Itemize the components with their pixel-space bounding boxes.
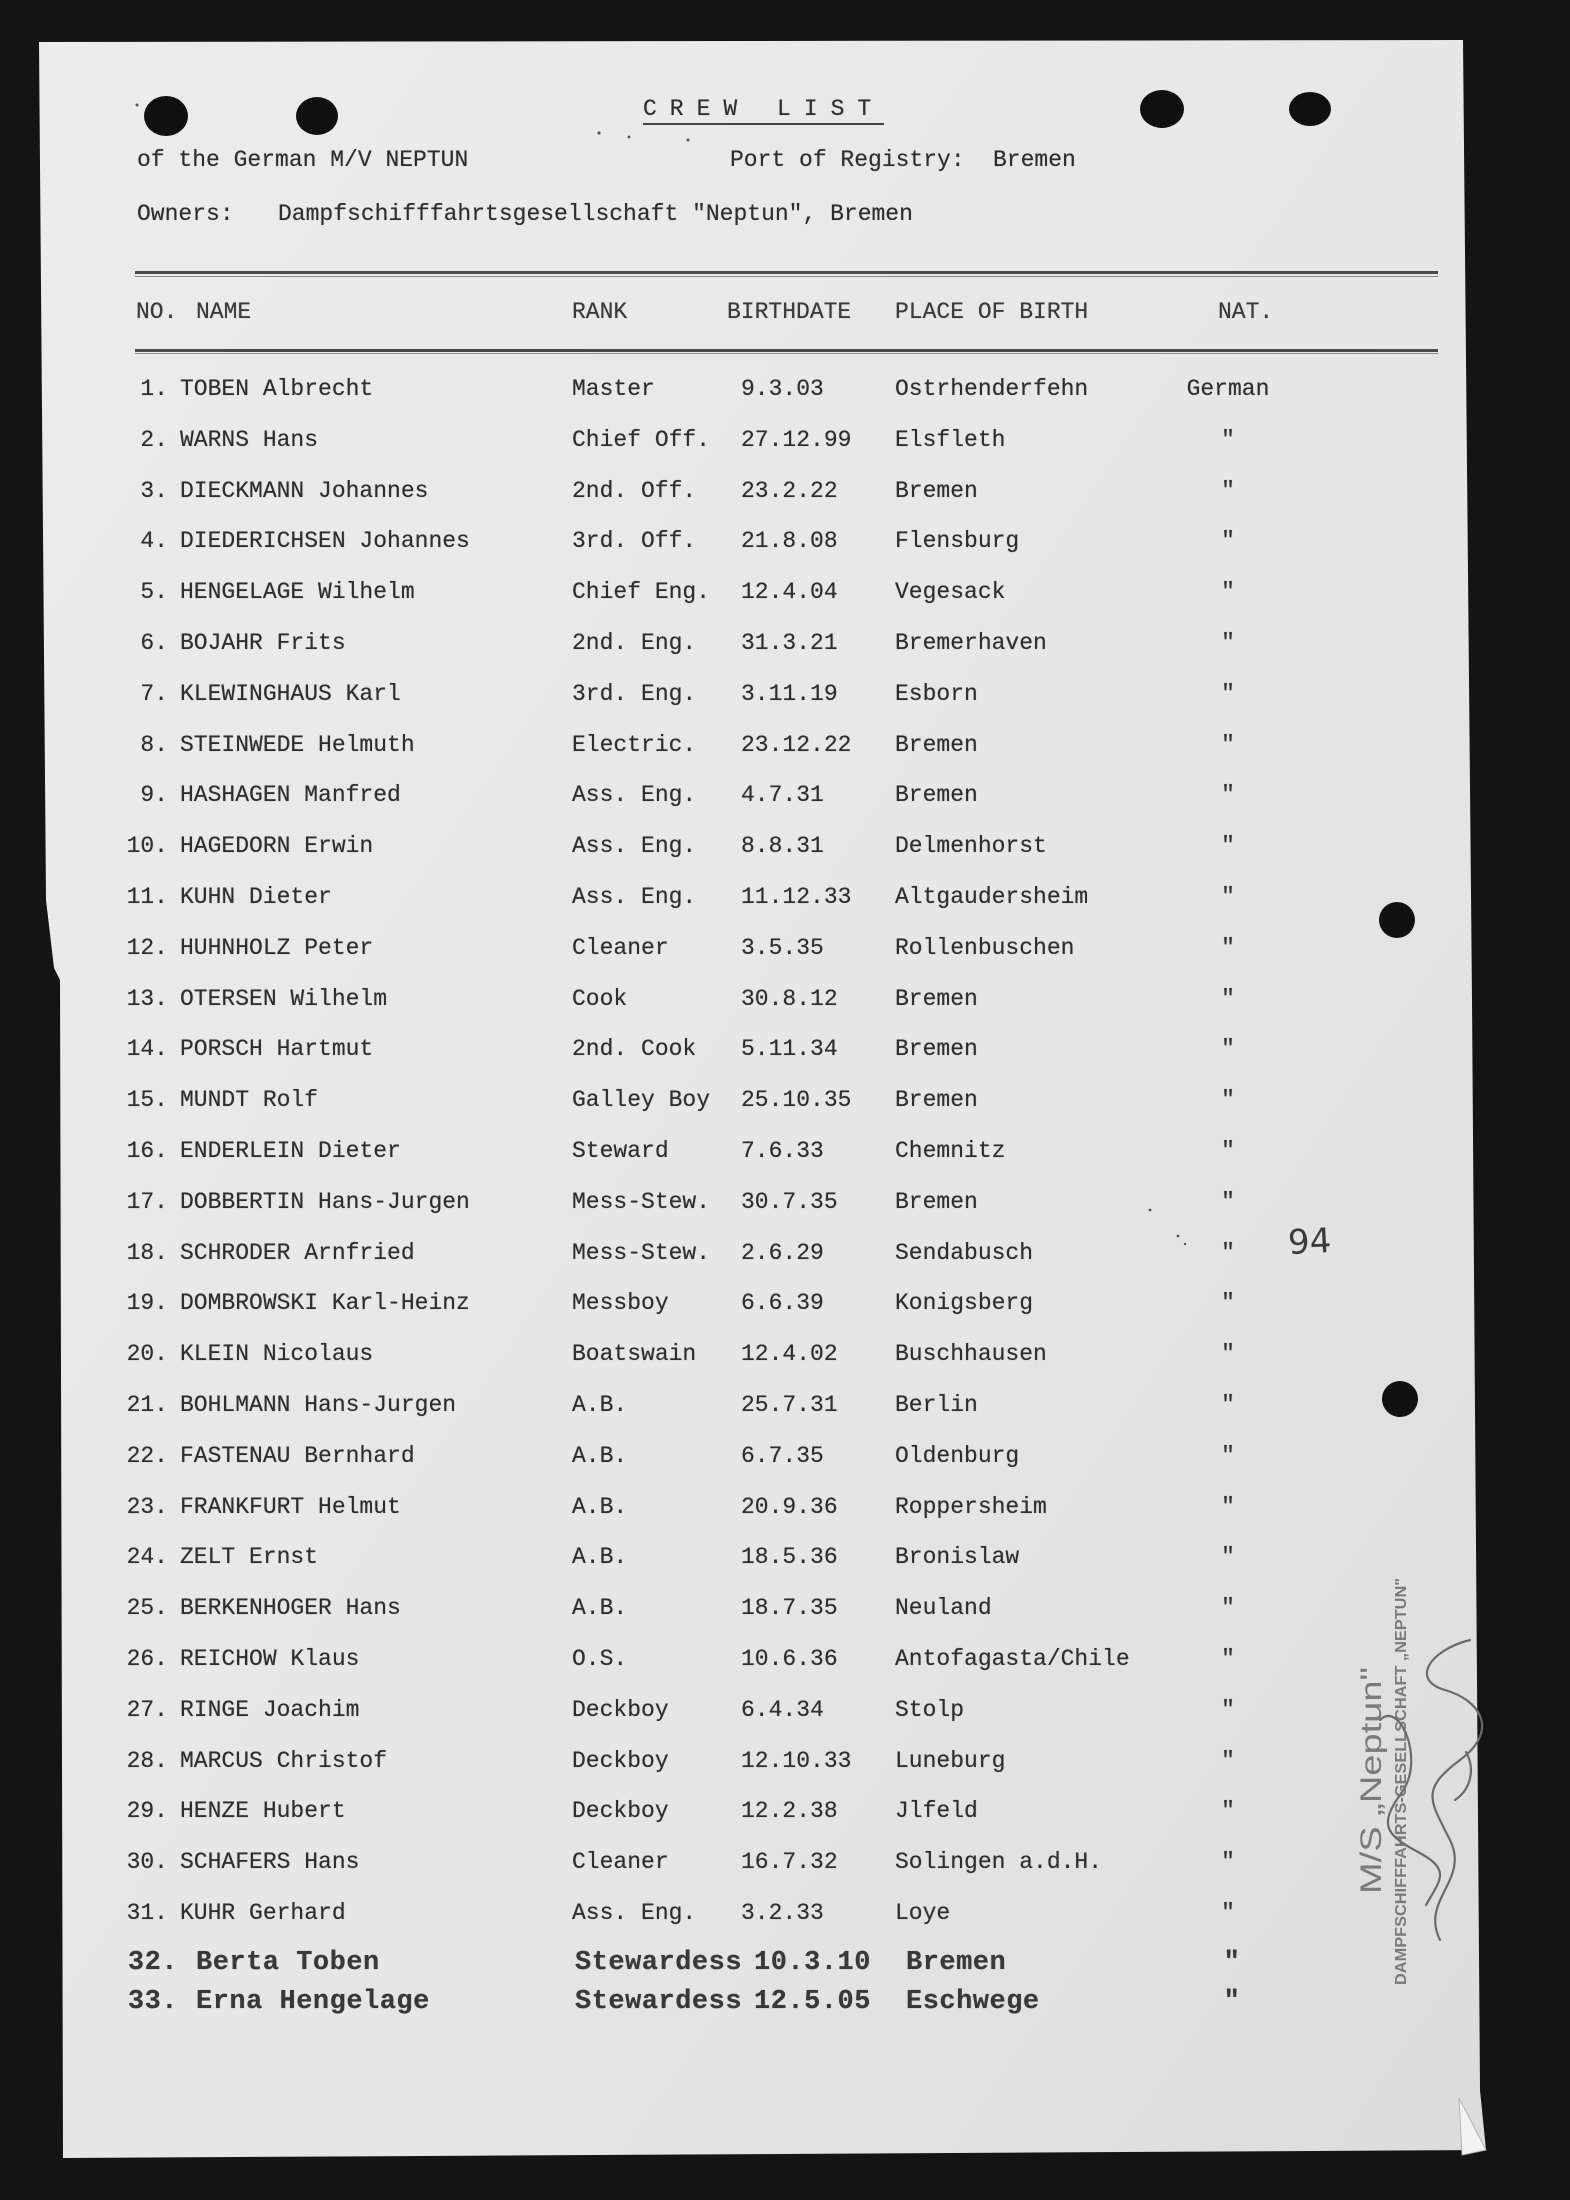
crew-number: 6. (140, 630, 168, 656)
crew-name: Berta Toben (196, 1948, 380, 1978)
crew-place-of-birth: Bremen (906, 1948, 1007, 1978)
crew-row (0, 1390, 1570, 1420)
crew-rank: Ass. Eng. (572, 1900, 697, 1926)
crew-birthdate: 7.6.33 (741, 1138, 824, 1164)
crew-name: MUNDT Rolf (180, 1087, 319, 1114)
crew-birthdate: 23.2.22 (741, 477, 838, 504)
crew-row (0, 780, 1570, 810)
crew-name: FRANKFURT Helmut (180, 1493, 401, 1520)
crew-nationality: " (1221, 985, 1235, 1012)
crew-name: KUHN Dieter (180, 884, 332, 910)
crew-rank: Ass. Eng. (572, 782, 697, 809)
crew-place-of-birth: Vegesack (895, 579, 1006, 606)
crew-number: 17. (126, 1188, 168, 1215)
crew-nationality: " (1223, 1987, 1241, 2017)
crew-number: 14. (126, 1036, 168, 1063)
crew-rank: Master (572, 376, 655, 402)
column-header-birthdate: BIRTHDATE (727, 299, 852, 325)
crew-number: 9. (140, 782, 168, 809)
crew-row (0, 1746, 1570, 1776)
port-of-registry-value: Bremen (993, 147, 1076, 173)
crew-number: 22. (126, 1442, 168, 1469)
crew-birthdate: 9.3.03 (741, 376, 824, 402)
crew-place-of-birth: Bremerhaven (895, 630, 1047, 656)
crew-nationality: " (1221, 1544, 1235, 1571)
crew-birthdate: 6.4.34 (741, 1696, 824, 1723)
crew-birthdate: 6.7.35 (741, 1442, 824, 1469)
crew-place-of-birth: Bremen (895, 1087, 978, 1114)
crew-place-of-birth: Elsfleth (895, 426, 1006, 453)
crew-name: DIECKMANN Johannes (180, 477, 429, 504)
crew-name: STEINWEDE Helmuth (180, 731, 415, 758)
crew-place-of-birth: Antofagasta/Chile (895, 1646, 1130, 1672)
crew-row (0, 1796, 1570, 1826)
crew-nationality: " (1223, 1948, 1241, 1978)
crew-place-of-birth: Solingen a.d.H. (895, 1849, 1103, 1876)
crew-birthdate: 3.2.33 (741, 1900, 824, 1926)
crew-nationality: " (1221, 1392, 1235, 1418)
crew-rank: Cleaner (572, 934, 669, 961)
crew-rank: A.B. (572, 1392, 628, 1418)
crew-number: 32. (127, 1948, 178, 1978)
crew-row (0, 1593, 1570, 1623)
crew-name: WARNS Hans (180, 426, 319, 453)
crew-rank: Steward (572, 1138, 669, 1164)
crew-rank: A.B. (572, 1544, 628, 1571)
crew-nationality: " (1221, 1036, 1235, 1063)
crew-birthdate: 31.3.21 (741, 630, 838, 656)
crew-rank: A.B. (572, 1595, 628, 1622)
crew-birthdate: 21.8.08 (741, 528, 838, 555)
crew-rank: Galley Boy (572, 1087, 711, 1114)
crew-rank: Ass. Eng. (572, 884, 697, 910)
column-header-nationality: NAT. (1218, 299, 1274, 325)
crew-name: BOHLMANN Hans-Jurgen (180, 1392, 457, 1418)
crew-birthdate: 12.10.33 (741, 1747, 852, 1774)
crew-place-of-birth: Jlfeld (895, 1798, 978, 1825)
crew-name: OTERSEN Wilhelm (180, 985, 388, 1012)
crew-number: 15. (126, 1087, 168, 1114)
crew-nationality: " (1221, 426, 1235, 453)
crew-rank: Messboy (572, 1290, 669, 1317)
crew-name: DIEDERICHSEN Johannes (180, 528, 470, 555)
crew-birthdate: 12.5.05 (754, 1987, 871, 2017)
crew-place-of-birth: Delmenhorst (895, 833, 1047, 860)
crew-rank: Ass. Eng. (572, 833, 697, 860)
punch-hole (296, 97, 338, 135)
crew-number: 29. (126, 1798, 168, 1825)
crew-birthdate: 18.5.36 (741, 1544, 838, 1571)
crew-number: 1. (140, 376, 168, 402)
crew-name: HAGEDORN Erwin (180, 833, 374, 860)
crew-name: ZELT Ernst (180, 1544, 319, 1571)
crew-number: 2. (140, 426, 168, 453)
crew-number: 5. (140, 579, 168, 606)
crew-number: 28. (126, 1747, 168, 1774)
punch-hole (144, 96, 188, 136)
owners-label: Owners: (137, 201, 234, 227)
crew-rank: 2nd. Off. (572, 477, 697, 504)
crew-nationality: " (1221, 1442, 1235, 1469)
crew-rank: Mess-Stew. (572, 1239, 711, 1266)
crew-rank: Boatswain (572, 1341, 697, 1368)
crew-name: BERKENHOGER Hans (180, 1595, 401, 1622)
crew-place-of-birth: Bremen (895, 782, 978, 809)
crew-number: 12. (126, 934, 168, 961)
crew-number: 18. (126, 1239, 168, 1266)
crew-nationality: " (1221, 1849, 1235, 1876)
crew-name: REICHOW Klaus (180, 1646, 360, 1672)
crew-number: 13. (126, 985, 168, 1012)
crew-row (0, 1542, 1570, 1572)
crew-row (0, 933, 1570, 963)
crew-row (0, 628, 1570, 658)
crew-row (0, 1187, 1570, 1217)
crew-name: DOMBROWSKI Karl-Heinz (180, 1290, 470, 1317)
crew-number: 25. (126, 1595, 168, 1622)
crew-number: 33. (127, 1987, 178, 2017)
crew-place-of-birth: Chemnitz (895, 1138, 1006, 1164)
crew-number: 19. (126, 1290, 168, 1317)
crew-number: 30. (126, 1849, 168, 1876)
document-title: CREW LIST (643, 95, 884, 125)
port-of-registry-label: Port of Registry: (730, 147, 965, 173)
crew-rank: Stewardess (575, 1987, 743, 2017)
crew-rank: 3rd. Eng. (572, 680, 697, 707)
crew-place-of-birth: Bronislaw (895, 1544, 1020, 1571)
crew-number: 31. (126, 1900, 168, 1926)
handwritten-page-number: 94 (1286, 1220, 1333, 1264)
crew-rank: A.B. (572, 1493, 628, 1520)
crew-rank: Chief Off. (572, 426, 711, 453)
crew-birthdate: 18.7.35 (741, 1595, 838, 1622)
crew-name: FASTENAU Bernhard (180, 1442, 415, 1469)
crew-number: 10. (126, 833, 168, 860)
crew-row (0, 425, 1570, 455)
crew-row (0, 476, 1570, 506)
punch-hole (1140, 90, 1184, 128)
crew-place-of-birth: Berlin (895, 1392, 978, 1418)
crew-place-of-birth: Rollenbuschen (895, 934, 1075, 961)
crew-rank: 2nd. Cook (572, 1036, 697, 1063)
crew-birthdate: 30.7.35 (741, 1188, 838, 1215)
crew-name: TOBEN Albrecht (180, 376, 374, 402)
crew-row (0, 882, 1570, 912)
crew-nationality: " (1221, 1595, 1235, 1622)
crew-nationality: " (1221, 1341, 1235, 1368)
crew-row (0, 1644, 1570, 1674)
crew-number: 27. (126, 1696, 168, 1723)
crew-name: KUHR Gerhard (180, 1900, 346, 1926)
crew-place-of-birth: Esborn (895, 680, 978, 707)
crew-number: 4. (140, 528, 168, 555)
crew-number: 7. (140, 680, 168, 707)
crew-name: HUHNHOLZ Peter (180, 934, 374, 961)
column-header-rank: RANK (572, 299, 628, 325)
crew-row (0, 1085, 1570, 1115)
crew-nationality: " (1221, 528, 1235, 555)
crew-row (0, 1898, 1570, 1928)
crew-rank: 3rd. Off. (572, 528, 697, 555)
crew-rank: Deckboy (572, 1696, 669, 1723)
crew-birthdate: 12.4.02 (741, 1341, 838, 1368)
crew-birthdate: 8.8.31 (741, 833, 824, 860)
crew-number: 11. (126, 884, 168, 910)
crew-row (0, 1441, 1570, 1471)
crew-place-of-birth: Bremen (895, 731, 978, 758)
crew-birthdate: 25.7.31 (741, 1392, 838, 1418)
crew-place-of-birth: Stolp (895, 1696, 965, 1723)
crew-rank: Deckboy (572, 1798, 669, 1825)
crew-number: 26. (126, 1646, 168, 1672)
stamp-vessel-text: M/S „Neptun" (1355, 1714, 1388, 1894)
crew-row (0, 1339, 1570, 1369)
crew-row (0, 1695, 1570, 1725)
crew-place-of-birth: Altgaudersheim (895, 884, 1089, 910)
crew-birthdate: 30.8.12 (741, 985, 838, 1012)
crew-nationality: " (1221, 1493, 1235, 1520)
crew-row (0, 1288, 1570, 1318)
crew-name: DOBBERTIN Hans-Jurgen (180, 1188, 470, 1215)
crew-birthdate: 27.12.99 (741, 426, 852, 453)
crew-row (0, 831, 1570, 861)
crew-nationality: " (1221, 833, 1235, 860)
crew-name: SCHRODER Arnfried (180, 1239, 415, 1266)
crew-row (0, 1985, 1570, 2019)
crew-row (0, 1946, 1570, 1980)
crew-place-of-birth: Ostrhenderfehn (895, 376, 1089, 402)
crew-birthdate: 25.10.35 (741, 1087, 852, 1114)
punch-hole (1289, 92, 1331, 126)
crew-rank: Deckboy (572, 1747, 669, 1774)
crew-nationality: " (1221, 579, 1235, 606)
crew-place-of-birth: Flensburg (895, 528, 1020, 555)
crew-row (0, 374, 1570, 404)
crew-nationality: " (1221, 934, 1235, 961)
crew-place-of-birth: Oldenburg (895, 1442, 1020, 1469)
crew-birthdate: 12.2.38 (741, 1798, 838, 1825)
crew-number: 3. (140, 477, 168, 504)
crew-birthdate: 23.12.22 (741, 731, 852, 758)
crew-rank: Cleaner (572, 1849, 669, 1876)
crew-place-of-birth: Bremen (895, 477, 978, 504)
crew-birthdate: 4.7.31 (741, 782, 824, 809)
crew-rank: Cook (572, 985, 628, 1012)
crew-birthdate: 10.6.36 (741, 1646, 838, 1672)
column-header-name: NAME (196, 299, 252, 325)
stamp-company-text: DAMPFSCHIFFFAHRTS-GESELLSCHAFT „NEPTUN" (1393, 1586, 1410, 1985)
crew-birthdate: 10.3.10 (754, 1948, 871, 1978)
crew-row (0, 1492, 1570, 1522)
crew-birthdate: 5.11.34 (741, 1036, 838, 1063)
crew-name: RINGE Joachim (180, 1696, 360, 1723)
crew-nationality: " (1221, 1087, 1235, 1114)
crew-row (0, 1034, 1570, 1064)
crew-row (0, 1238, 1570, 1268)
crew-name: ENDERLEIN Dieter (180, 1138, 401, 1164)
crew-rank: A.B. (572, 1442, 628, 1469)
crew-row (0, 526, 1570, 556)
crew-place-of-birth: Bremen (895, 1036, 978, 1063)
crew-nationality: " (1221, 731, 1235, 758)
column-header-place-of-birth: PLACE OF BIRTH (895, 299, 1089, 325)
crew-nationality: German (1186, 376, 1270, 402)
crew-name: KLEIN Nicolaus (180, 1341, 374, 1368)
header-rule (135, 271, 1438, 277)
crew-birthdate: 3.11.19 (741, 680, 838, 707)
crew-place-of-birth: Sendabusch (895, 1239, 1034, 1266)
crew-number: 16. (126, 1138, 168, 1164)
crew-birthdate: 20.9.36 (741, 1493, 838, 1520)
crew-birthdate: 3.5.35 (741, 934, 824, 961)
crew-nationality: " (1221, 1646, 1235, 1672)
crew-birthdate: 11.12.33 (741, 884, 852, 910)
crew-place-of-birth: Eschwege (906, 1987, 1040, 2017)
crew-nationality: " (1221, 630, 1235, 656)
crew-nationality: " (1221, 1747, 1235, 1774)
crew-number: 20. (126, 1341, 168, 1368)
crew-rank: Stewardess (575, 1948, 743, 1978)
crew-nationality: " (1221, 1290, 1235, 1317)
crew-name: KLEWINGHAUS Karl (180, 680, 401, 707)
crew-place-of-birth: Neuland (895, 1595, 992, 1622)
crew-number: 8. (140, 731, 168, 758)
crew-row (0, 730, 1570, 760)
crew-nationality: " (1221, 1239, 1235, 1266)
crew-nationality: " (1221, 884, 1235, 910)
crew-place-of-birth: Roppersheim (895, 1493, 1047, 1520)
crew-name: MARCUS Christof (180, 1747, 388, 1774)
crew-number: 21. (126, 1392, 168, 1418)
crew-rank: 2nd. Eng. (572, 630, 697, 656)
crew-nationality: " (1221, 1138, 1235, 1164)
column-header-rule (135, 349, 1438, 354)
crew-birthdate: 2.6.29 (741, 1239, 824, 1266)
crew-nationality: " (1221, 782, 1235, 809)
vessel-line: of the German M/V NEPTUN (137, 147, 469, 173)
crew-name: HENZE Hubert (180, 1798, 346, 1825)
crew-nationality: " (1221, 1900, 1235, 1926)
crew-place-of-birth: Loye (895, 1900, 951, 1926)
crew-place-of-birth: Bremen (895, 1188, 978, 1215)
crew-birthdate: 12.4.04 (741, 579, 838, 606)
crew-nationality: " (1221, 680, 1235, 707)
crew-nationality: " (1221, 1696, 1235, 1723)
crew-name: BOJAHR Frits (180, 630, 346, 656)
crew-rank: Chief Eng. (572, 579, 711, 606)
crew-birthdate: 6.6.39 (741, 1290, 824, 1317)
crew-name: SCHAFERS Hans (180, 1849, 360, 1876)
crew-row (0, 984, 1570, 1014)
crew-row (0, 577, 1570, 607)
crew-nationality: " (1221, 1798, 1235, 1825)
crew-row (0, 679, 1570, 709)
crew-name: PORSCH Hartmut (180, 1036, 374, 1063)
crew-rank: Mess-Stew. (572, 1188, 711, 1215)
crew-nationality: " (1221, 1188, 1235, 1215)
crew-row (0, 1847, 1570, 1877)
column-header-no: NO. (136, 299, 178, 325)
crew-rank: Electric. (572, 731, 697, 758)
crew-number: 23. (126, 1493, 168, 1520)
crew-name: HENGELAGE Wilhelm (180, 579, 415, 606)
crew-place-of-birth: Buschhausen (895, 1341, 1047, 1368)
crew-place-of-birth: Bremen (895, 985, 978, 1012)
owners-value: Dampfschifffahrtsgesellschaft "Neptun", Bremen (278, 201, 913, 227)
crew-rank: O.S. (572, 1646, 628, 1672)
crew-name: HASHAGEN Manfred (180, 782, 401, 809)
crew-birthdate: 16.7.32 (741, 1849, 838, 1876)
crew-number: 24. (126, 1544, 168, 1571)
crew-place-of-birth: Konigsberg (895, 1290, 1034, 1317)
crew-name: Erna Hengelage (196, 1987, 430, 2017)
crew-nationality: " (1221, 477, 1235, 504)
crew-place-of-birth: Luneburg (895, 1747, 1006, 1774)
crew-row (0, 1136, 1570, 1166)
